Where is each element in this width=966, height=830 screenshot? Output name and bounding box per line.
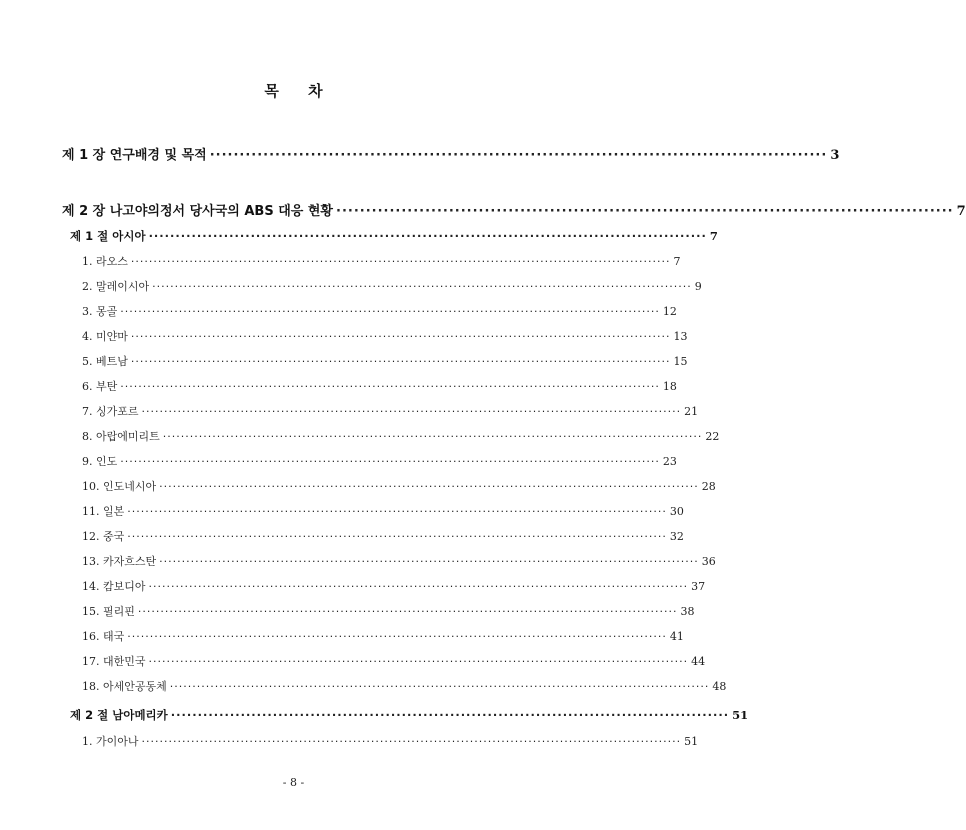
leader-dots: ························································································································ bbox=[130, 330, 671, 343]
leader-dots: ························································································································ bbox=[137, 605, 678, 618]
toc-item-label: 17. 대한민국 bbox=[82, 655, 146, 668]
toc-item-label: 13. 카자흐스탄 bbox=[82, 555, 157, 568]
toc-page-number: 13 bbox=[673, 330, 688, 343]
toc-item[interactable] bbox=[82, 328, 688, 344]
toc-item[interactable] bbox=[82, 278, 702, 294]
leader-dots: ························································································································ bbox=[148, 580, 689, 593]
leader-dots: ························································································································ bbox=[130, 255, 671, 268]
leader-dots: ························································································································ bbox=[127, 505, 667, 518]
toc-page-number: 9 bbox=[694, 280, 702, 293]
toc-page-number: 28 bbox=[701, 480, 716, 493]
toc-chapter-label: 제 1 장 연구배경 및 목적 bbox=[62, 148, 207, 163]
leader-dots: ························································································································ bbox=[169, 680, 710, 693]
toc-item-label: 8. 아랍에미리트 bbox=[82, 430, 160, 443]
toc-section-label: 제 2 절 남아메리카 bbox=[70, 708, 168, 722]
toc-page-number: 32 bbox=[669, 530, 684, 543]
toc-section-2[interactable] bbox=[70, 707, 749, 723]
toc-page-number: 37 bbox=[691, 580, 706, 593]
toc-page-number: 38 bbox=[680, 605, 695, 618]
toc-item[interactable] bbox=[82, 733, 699, 749]
leader-dots: ········································································································ bbox=[170, 708, 730, 722]
toc-item[interactable] bbox=[82, 628, 684, 644]
toc-page-number: 18 bbox=[662, 380, 677, 393]
toc-page-number: 36 bbox=[701, 555, 716, 568]
toc-item-label: 4. 미얀마 bbox=[82, 330, 128, 343]
toc-item[interactable] bbox=[82, 353, 688, 369]
toc-item-label: 15. 필리핀 bbox=[82, 605, 135, 618]
leader-dots: ························································································································ bbox=[120, 305, 660, 318]
toc-page-number: 44 bbox=[691, 655, 706, 668]
page-title: 목 차 bbox=[264, 82, 335, 100]
toc-chapter-2[interactable] bbox=[62, 200, 966, 219]
leader-dots: ························································································································ bbox=[141, 735, 682, 748]
toc-item-label: 11. 일본 bbox=[82, 505, 125, 518]
toc-item[interactable] bbox=[82, 253, 681, 269]
toc-page-number: 22 bbox=[705, 430, 720, 443]
leader-dots: ························································································································ bbox=[162, 430, 703, 443]
leader-dots: ························································································································ bbox=[127, 630, 667, 643]
toc-page-number: 12 bbox=[662, 305, 677, 318]
toc-item[interactable] bbox=[82, 553, 716, 569]
toc-page-number: 41 bbox=[669, 630, 684, 643]
leader-dots: ························································································································ bbox=[159, 555, 699, 568]
toc-chapter-label: 제 2 장 나고야의정서 당사국의 ABS 대응 현황 bbox=[62, 204, 333, 219]
leader-dots: ········································································································ bbox=[209, 148, 828, 163]
toc-item-label: 5. 베트남 bbox=[82, 355, 128, 368]
leader-dots: ························································································································ bbox=[130, 355, 671, 368]
toc-item[interactable] bbox=[82, 428, 720, 444]
leader-dots: ········································································································ bbox=[148, 229, 707, 243]
toc-page-number: 7 bbox=[709, 229, 718, 243]
toc-item-label: 7. 싱가포르 bbox=[82, 405, 139, 418]
leader-dots: ························································································································ bbox=[152, 280, 692, 293]
toc-item-label: 1. 가이아나 bbox=[82, 735, 139, 748]
page-number-footer: - 8 - bbox=[282, 776, 305, 789]
toc-page-number: 21 bbox=[684, 405, 699, 418]
toc-item-label: 10. 인도네시아 bbox=[82, 480, 157, 493]
toc-item[interactable] bbox=[82, 453, 677, 469]
toc-page-number: 30 bbox=[669, 505, 684, 518]
leader-dots: ························································································································ bbox=[127, 530, 667, 543]
toc-item[interactable] bbox=[82, 653, 706, 669]
toc-item-label: 1. 라오스 bbox=[82, 255, 128, 268]
leader-dots: ························································································································ bbox=[148, 655, 689, 668]
toc-item[interactable] bbox=[82, 528, 684, 544]
toc-chapter-1[interactable] bbox=[62, 144, 840, 163]
toc-page-number: 7 bbox=[956, 204, 966, 219]
toc-item-label: 9. 인도 bbox=[82, 455, 118, 468]
toc-page-number: 51 bbox=[732, 708, 749, 722]
toc-page-number: 7 bbox=[673, 255, 681, 268]
toc-item[interactable] bbox=[82, 478, 716, 494]
toc-item-label: 3. 몽골 bbox=[82, 305, 118, 318]
toc-item-label: 12. 중국 bbox=[82, 530, 125, 543]
toc-page-number: 3 bbox=[830, 148, 840, 163]
toc-item-label: 16. 태국 bbox=[82, 630, 125, 643]
toc-item[interactable] bbox=[82, 378, 677, 394]
leader-dots: ························································································································ bbox=[141, 405, 682, 418]
toc-page-number: 48 bbox=[712, 680, 727, 693]
leader-dots: ········································································································ bbox=[336, 204, 954, 219]
toc-page-number: 51 bbox=[684, 735, 699, 748]
toc-section-1[interactable] bbox=[70, 228, 718, 244]
toc-item[interactable] bbox=[82, 678, 727, 694]
toc-item[interactable] bbox=[82, 303, 677, 319]
toc-section-label: 제 1 절 아시아 bbox=[70, 229, 146, 243]
toc-item[interactable] bbox=[82, 578, 706, 594]
toc-item[interactable] bbox=[82, 503, 684, 519]
toc-item[interactable] bbox=[82, 603, 695, 619]
toc-item-label: 2. 말레이시아 bbox=[82, 280, 150, 293]
leader-dots: ························································································································ bbox=[120, 455, 660, 468]
leader-dots: ························································································································ bbox=[120, 380, 660, 393]
toc-item[interactable] bbox=[82, 403, 699, 419]
toc-page-number: 15 bbox=[673, 355, 688, 368]
toc-page-number: 23 bbox=[662, 455, 677, 468]
toc-item-label: 18. 아세안공동체 bbox=[82, 680, 167, 693]
leader-dots: ························································································································ bbox=[159, 480, 699, 493]
toc-item-label: 6. 부탄 bbox=[82, 380, 118, 393]
toc-item-label: 14. 캄보디아 bbox=[82, 580, 146, 593]
